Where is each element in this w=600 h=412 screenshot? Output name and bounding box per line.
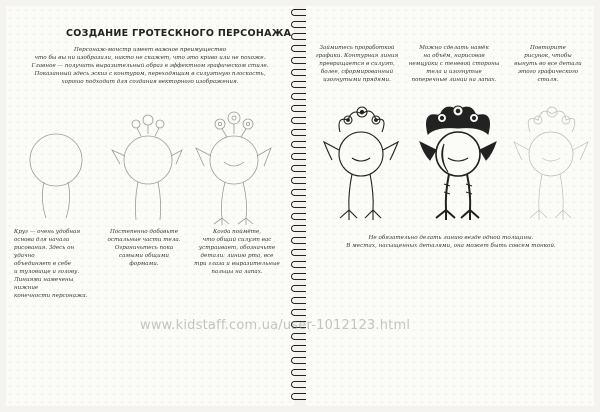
note-line: самыми общими xyxy=(119,253,169,259)
left-page xyxy=(6,6,294,406)
intro-line: Показанный здесь эскиз с контуром, переходящим в силуэтную плоскость, xyxy=(34,71,266,77)
note-step-3 xyxy=(192,228,282,276)
note-step-4 xyxy=(312,44,402,84)
note-line: немцуйки с теневой стороны xyxy=(408,61,500,67)
note-line: рисунок, чтобы xyxy=(524,53,572,59)
note-line: рисования. Здесь он удачно xyxy=(14,245,75,259)
note-line: тела и изогнутые xyxy=(426,69,482,75)
note-line: графики. Контурная линия xyxy=(315,53,399,59)
note-line: вынуть во все детали xyxy=(514,61,582,67)
note-line: этого графического xyxy=(517,69,579,75)
note-line: Повторите xyxy=(530,45,566,51)
note-line: более, сформированный xyxy=(320,69,394,75)
note-line: остальные части тела. xyxy=(107,237,181,243)
sketch-step-2 xyxy=(106,112,186,226)
note-line: Не обязательно делать линию везде одной толщины. xyxy=(368,235,534,241)
note-line: Когда поймёте, xyxy=(212,229,262,235)
watermark: www.kidstaff.com.ua/user-1012123.html xyxy=(140,318,411,333)
note-line: что общий силуэт вас xyxy=(202,237,272,243)
note-line: три глаза и выразительные xyxy=(194,261,280,267)
note-line: Ограничьтесь пока xyxy=(114,245,174,251)
note-line: объединяет в себе xyxy=(14,261,71,267)
sketch-step-6 xyxy=(508,102,594,226)
note-line: В местах, насыщенных деталями, она может быть совсем тонкой. xyxy=(346,243,556,249)
note-step-6 xyxy=(506,44,590,84)
sketch-step-5 xyxy=(414,100,502,226)
note-line: Постепенно добавьте xyxy=(110,229,178,235)
intro-line: что бы вы ни изобразили, никто не скажет, что это криво или не похоже. xyxy=(34,55,266,61)
note-line: стиля. xyxy=(537,77,559,83)
intro-line: Персонаж-монстр имеет важное преимущество xyxy=(73,47,226,53)
page-title: СОЗДАНИЕ ГРОТЕСКНОГО ПЕРСОНАЖА xyxy=(66,28,292,39)
note-line: Можно сделать намёк xyxy=(419,45,489,51)
note-step-1 xyxy=(14,228,94,300)
intro-line: Главное — получить выразительный образ в эффектном графическом стиле. xyxy=(31,63,269,69)
note-line: Займитесь проработкой xyxy=(319,45,395,51)
note-line: Линиями намечены нижние xyxy=(14,277,74,291)
note-line: формами. xyxy=(129,261,159,267)
note-line: Круг — очень удобная xyxy=(14,229,81,235)
note-line: конечности персонажа. xyxy=(14,293,88,299)
intro-text xyxy=(30,46,270,86)
note-line: пальцы на лапах. xyxy=(211,269,263,275)
note-line: и туловище и голову. xyxy=(14,269,80,275)
note-line: детали: линию рта, все xyxy=(200,253,274,259)
note-line: основа для начала xyxy=(14,237,70,243)
intro-line: хорошо подходит для создания векторного изображения. xyxy=(61,79,239,85)
note-step-4-bottom xyxy=(316,234,586,250)
note-line: превращается в силуэт, xyxy=(319,61,395,67)
note-step-5 xyxy=(406,44,502,84)
right-page xyxy=(306,6,594,406)
sketch-step-4 xyxy=(318,102,404,226)
sketch-step-1 xyxy=(26,126,86,226)
note-line: устраивает, обозначьте xyxy=(198,245,276,251)
note-step-2 xyxy=(104,228,184,268)
note-line: на объём, нарисовав xyxy=(423,53,485,59)
note-line: изогнутыми прядями. xyxy=(323,77,391,83)
sketch-step-3 xyxy=(192,110,274,228)
note-line: поперечные линии на лапах. xyxy=(411,77,497,83)
